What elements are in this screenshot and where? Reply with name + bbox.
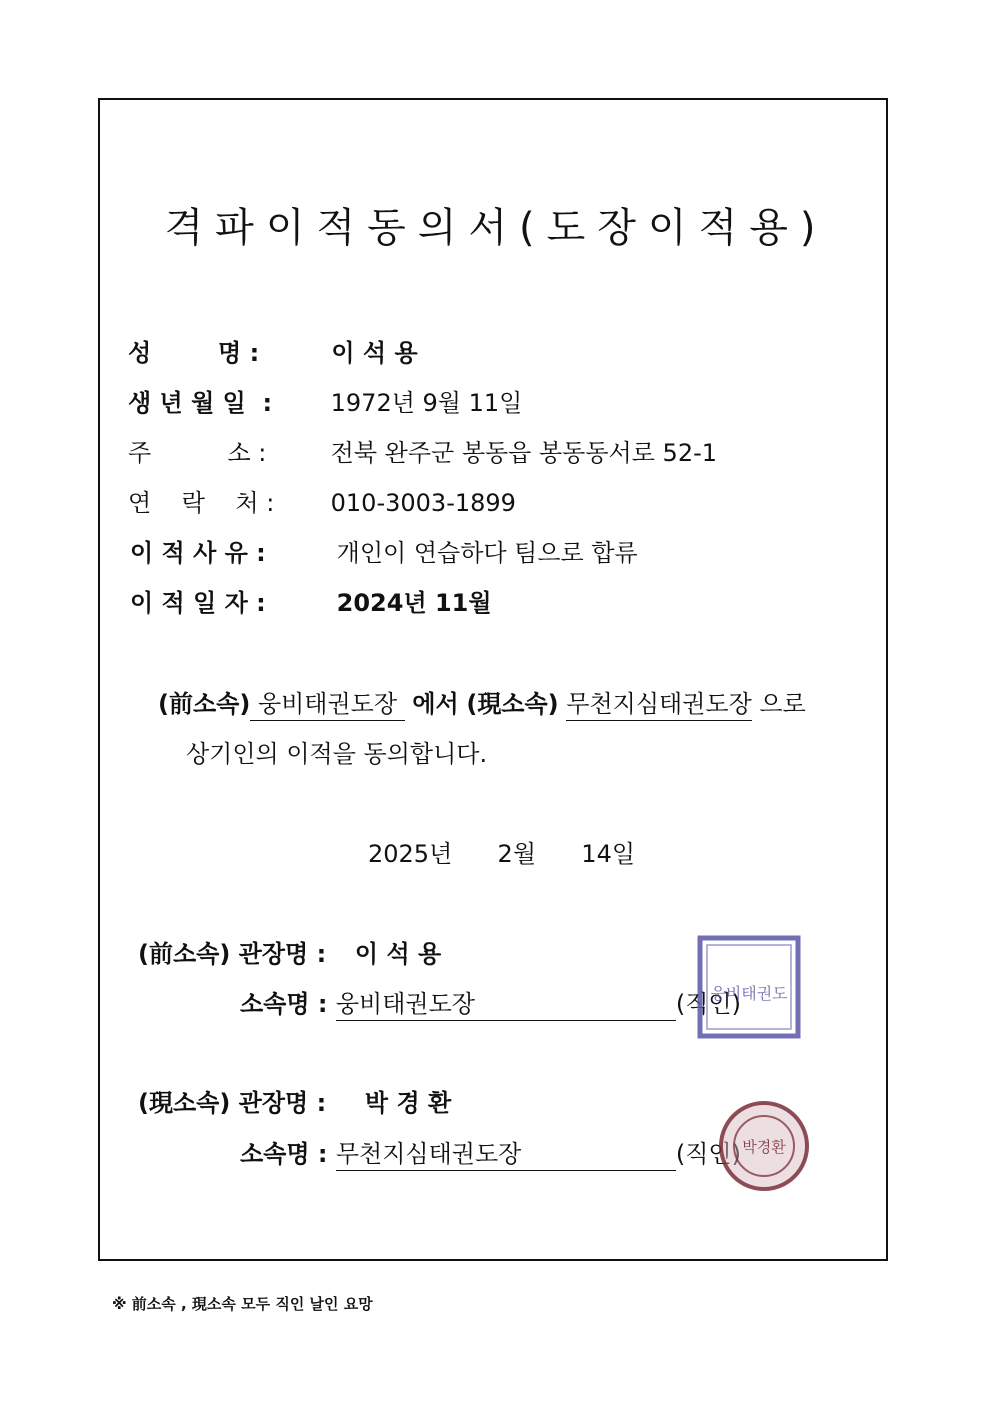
curr-dojang-seal [718,1100,810,1192]
prev-seal-note: (직인) [675,990,741,1018]
birth-value: 1972년 9월 11일 [330,389,523,417]
contact-label: 연 락 처 : [128,489,275,517]
prev-dojang-name: 웅비태권도장 [336,984,676,1021]
curr-head-row [138,1083,451,1118]
prev-section-label: (前소속) [138,940,231,968]
prev-dojang-row [240,984,741,1021]
consent-curr-dojang: 무천지심태권도장 [566,684,751,721]
curr-head-name: 박 경 환 [364,1089,452,1117]
contact-value: 010-3003-1899 [330,489,516,517]
curr-dojang-name: 무천지심태권도장 [336,1134,676,1171]
transfer-date-row [130,583,492,618]
name-label: 성 명 : [128,339,260,367]
address-row [128,433,717,468]
sign-year: 2025년 [368,840,453,868]
consent-line-2: 상기인의 이적을 동의합니다. [186,740,488,768]
prev-seal-text: 웅비태권도 [710,984,788,1003]
curr-dojang-label: 소속명 : [240,1140,328,1168]
curr-dojang-row [240,1134,741,1171]
consent-from-word: 에서 [412,690,459,718]
sign-month: 2월 [497,840,537,868]
consent-line-1 [158,684,806,721]
address-label: 주 소 : [128,439,267,467]
prev-head-name: 이 석 용 [354,940,442,968]
footnote: ※ 前소속 , 現소속 모두 직인 날인 요망 [112,1295,373,1313]
curr-section-label: (現소속) [138,1089,231,1117]
sign-day: 14일 [581,840,636,868]
curr-head-label: 관장명 : [238,1089,327,1117]
birth-row [128,383,522,418]
document-title: 격파이적동의서(도장이적용) [164,205,828,251]
consent-to-word: 으로 [759,690,806,718]
curr-seal-note: (직인) [675,1140,741,1168]
sign-date [368,834,635,869]
contact-row [128,483,516,518]
address-value: 전북 완주군 봉동읍 봉동동서로 52-1 [330,439,718,467]
curr-seal-text: 박경환 [742,1138,786,1156]
prev-dojang-label: 소속명 : [240,990,328,1018]
prev-head-row [138,934,441,969]
consent-prev-dojang: 웅비태권도장 [250,684,404,721]
reason-value: 개인이 연습하다 팀으로 합류 [336,539,638,567]
prev-dojang-seal [697,935,801,1039]
consent-prev-label: (前소속) [158,690,251,718]
name-value: 이 석 용 [331,339,418,367]
prev-head-label: 관장명 : [238,940,327,968]
transfer-date-value: 2024년 11월 [336,589,492,617]
consent-curr-label: (現소속) [466,690,559,718]
name-row [128,333,418,368]
reason-label: 이 적 사 유 : [130,539,266,567]
transfer-date-label: 이 적 일 자 : [130,589,266,617]
birth-label: 생 년 월 일 : [128,389,273,417]
reason-row [130,533,638,568]
